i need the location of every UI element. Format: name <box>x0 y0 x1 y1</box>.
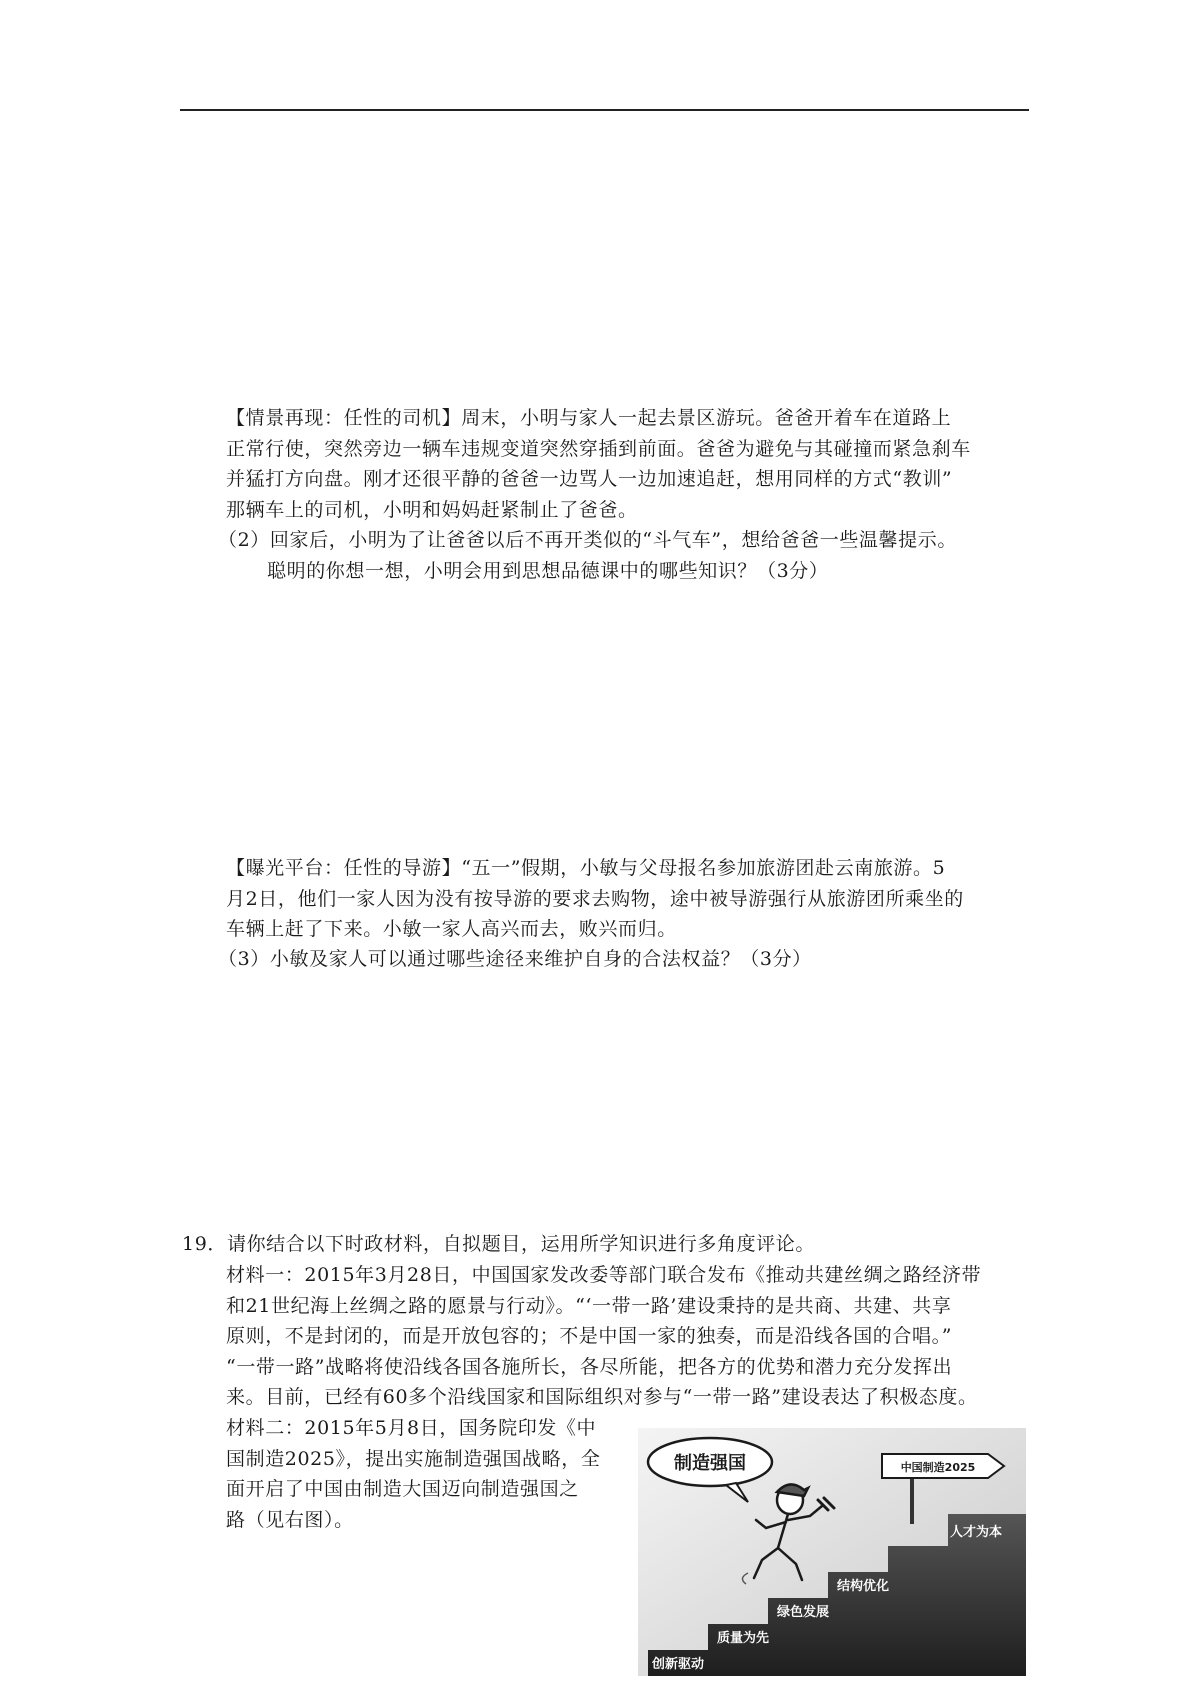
cartoon-svg <box>638 1428 1026 1676</box>
scenario-driver-paragraph <box>226 403 971 525</box>
question-19-title-text: 19．请你结合以下时政材料，自拟题目，运用所学知识进行多角度评论。 <box>182 1233 815 1255</box>
text-line: 那辆车上的司机，小明和妈妈赶紧制止了爸爸。 <box>226 498 638 521</box>
text-line: “一带一路”战略将使沿线各国各施所长，各尽所能，把各方的优势和潜力充分发挥出 <box>226 1355 953 1378</box>
text-line: 车辆上赶了下来。小敏一家人高兴而去，败兴而归。 <box>226 918 677 940</box>
sign-text: 中国制造2025 <box>900 1461 976 1474</box>
text-line: 正常行使，突然旁边一辆车违规变道突然穿插到前面。爸爸为避免与其碰撞而紧急刹车 <box>226 437 971 460</box>
text-line: 面开启了中国由制造大国迈向制造强国之 <box>226 1478 579 1500</box>
text-line: 并猛打方向盘。刚才还很平静的爸爸一边骂人一边加速追赶，想用同样的方式“教训” <box>226 468 953 490</box>
text-line: 【曝光平台：任性的导游】“五一”假期，小敏与父母报名参加旅游团赴云南旅游。5 <box>226 857 946 879</box>
step-label: 质量为先 <box>716 1631 770 1646</box>
text-line: 材料二：2015年5月8日，国务院印发《中 <box>226 1417 597 1439</box>
text-line: 月2日，他们一家人因为没有按导游的要求去购物，途中被导游强行从旅游团所乘坐的 <box>226 887 964 910</box>
made-in-china-2025-cartoon <box>638 1428 1026 1676</box>
step-label: 绿色发展 <box>776 1605 830 1620</box>
question-2 <box>218 525 957 586</box>
question-3-line: （3）小敏及家人可以通过哪些途径来维护自身的合法权益？（3分） <box>218 948 812 970</box>
text-line: 来。目前，已经有60多个沿线国家和国际组织对参与“一带一路”建设表达了积极态度。 <box>226 1386 978 1408</box>
step-label: 人才为本 <box>949 1525 1003 1540</box>
material-1 <box>226 1260 981 1413</box>
material-2 <box>226 1413 600 1535</box>
text-line: 原则，不是封闭的，而是开放包容的；不是中国一家的独奏，而是沿线各国的合唱。” <box>226 1325 953 1347</box>
text-line: 路（见右图）。 <box>226 1508 354 1531</box>
question-3 <box>218 944 812 975</box>
text-line: 材料一：2015年3月28日，中国国家发改委等部门联合发布《推动共建丝绸之路经济带 <box>226 1264 982 1286</box>
bubble-text: 制造强国 <box>674 1453 746 1474</box>
text-line: 【情景再现：任性的司机】周末，小明与家人一起去景区游玩。爸爸开着车在道路上 <box>226 407 952 429</box>
scenario-guide-paragraph <box>226 853 964 945</box>
text-line: 和21世纪海上丝绸之路的愿景与行动》。“‘一带一路’建设秉持的是共商、共建、共享 <box>226 1294 952 1317</box>
text-line: 国制造2025》，提出实施制造强国战略，全 <box>226 1447 601 1470</box>
step-label: 结构优化 <box>836 1579 890 1594</box>
step-label: 创新驱动 <box>651 1657 705 1672</box>
header-rule <box>180 109 1029 111</box>
question-2-line: 聪明的你想一想，小明会用到思想品德课中的哪些知识？（3分） <box>267 559 829 582</box>
question-2-line: （2）回家后，小明为了让爸爸以后不再开类似的“斗气车”，想给爸爸一些温馨提示。 <box>218 529 957 551</box>
question-19-title <box>182 1229 815 1260</box>
